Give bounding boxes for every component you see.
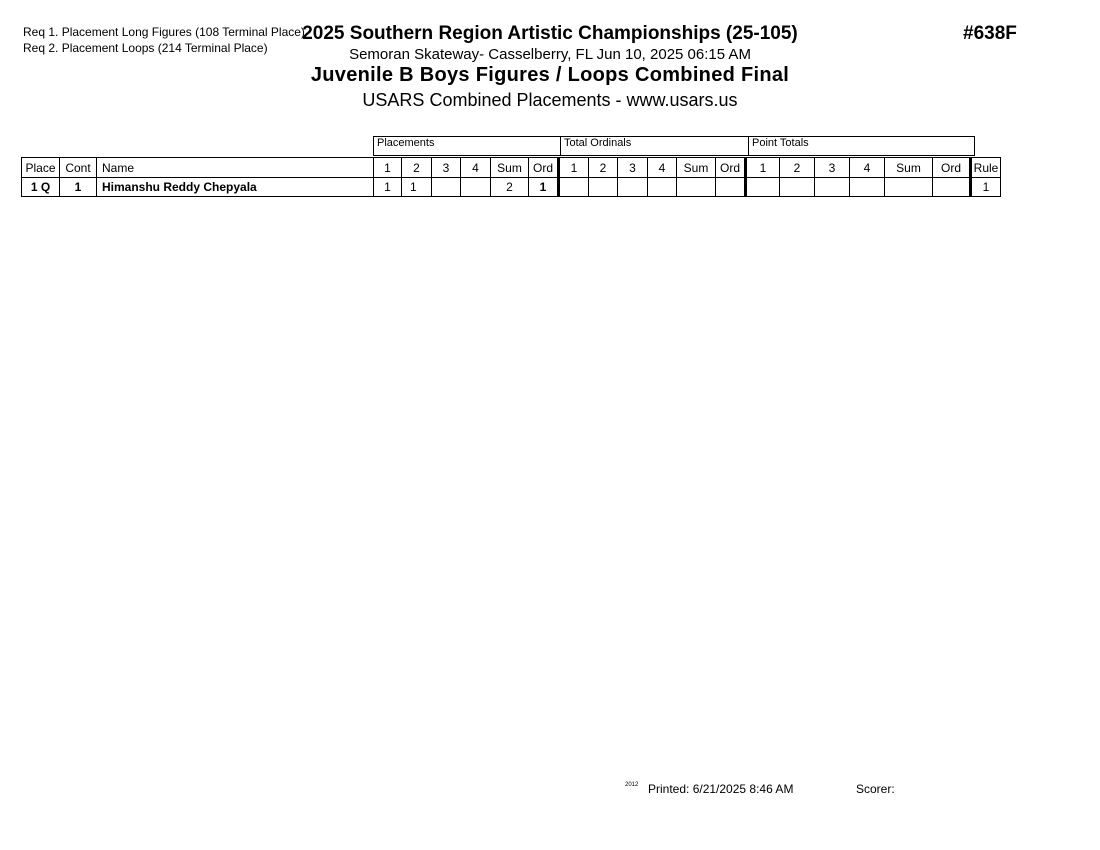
cell-placements-2: 1 [402, 178, 432, 197]
cell-points-sum [885, 178, 933, 197]
total-ordinals-group-header [560, 136, 749, 156]
col-ordinals-2: 2 [589, 158, 618, 178]
col-cont: Cont [60, 158, 97, 178]
cell-ordinals-3 [618, 178, 648, 197]
requirement-2: Req 2. Placement Loops (214 Terminal Place) [23, 41, 268, 55]
cell-ordinals-ord [716, 178, 746, 197]
usars-subtitle: USARS Combined Placements - www.usars.us [362, 90, 738, 110]
col-placements-1: 1 [374, 158, 402, 178]
cell-cont: 1 [60, 178, 97, 197]
version-tag: 2012 [625, 782, 639, 788]
cell-name: Himanshu Reddy Chepyala [97, 178, 374, 197]
table-row [22, 178, 1001, 197]
col-placements-ord: Ord [529, 158, 559, 178]
point-totals-group-label: Point Totals [749, 137, 975, 156]
printed-timestamp: Printed: 6/21/2025 8:46 AM [648, 782, 794, 796]
placements-group-header [373, 136, 561, 156]
cell-points-4 [850, 178, 885, 197]
cell-placements-1: 1 [374, 178, 402, 197]
col-points-4: 4 [850, 158, 885, 178]
cell-points-3 [815, 178, 850, 197]
col-points-3: 3 [815, 158, 850, 178]
location-date: Semoran Skateway- Casselberry, FL Jun 10, 2025 06:15 AM [349, 46, 751, 63]
col-ordinals-3: 3 [618, 158, 648, 178]
col-points-2: 2 [780, 158, 815, 178]
cell-ordinals-sum [677, 178, 716, 197]
event-code: #638F [963, 23, 1017, 44]
table-header-row [22, 158, 1001, 178]
col-points-1: 1 [746, 158, 780, 178]
cell-placements-sum: 2 [491, 178, 529, 197]
col-place: Place [22, 158, 60, 178]
cell-points-ord [933, 178, 971, 197]
cell-rule: 1 [971, 178, 1001, 197]
results-table [21, 157, 1001, 197]
page-title: 2025 Southern Region Artistic Championships (25-105) [302, 23, 798, 44]
cell-placements-4 [461, 178, 491, 197]
cell-placements-ord: 1 [529, 178, 559, 197]
point-totals-group-header [748, 136, 975, 156]
col-ordinals-sum: Sum [677, 158, 716, 178]
requirement-1: Req 1. Placement Long Figures (108 Terminal Place) [23, 25, 305, 39]
cell-ordinals-4 [648, 178, 677, 197]
col-name: Name [97, 158, 374, 178]
col-placements-3: 3 [432, 158, 461, 178]
col-placements-4: 4 [461, 158, 491, 178]
cell-place: 1 Q [22, 178, 60, 197]
col-points-ord: Ord [933, 158, 971, 178]
col-ordinals-1: 1 [559, 158, 589, 178]
col-placements-sum: Sum [491, 158, 529, 178]
cell-ordinals-2 [589, 178, 618, 197]
scorer-label: Scorer: [856, 782, 895, 796]
col-points-sum: Sum [885, 158, 933, 178]
placements-group-label: Placements [374, 137, 561, 156]
cell-points-1 [746, 178, 780, 197]
col-rule: Rule [971, 158, 1001, 178]
event-title: Juvenile B Boys Figures / Loops Combined Final [310, 64, 790, 86]
cell-placements-3 [432, 178, 461, 197]
cell-points-2 [780, 178, 815, 197]
col-ordinals-4: 4 [648, 158, 677, 178]
col-placements-2: 2 [402, 158, 432, 178]
col-ordinals-ord: Ord [716, 158, 746, 178]
cell-ordinals-1 [559, 178, 589, 197]
total-ordinals-group-label: Total Ordinals [561, 137, 749, 156]
